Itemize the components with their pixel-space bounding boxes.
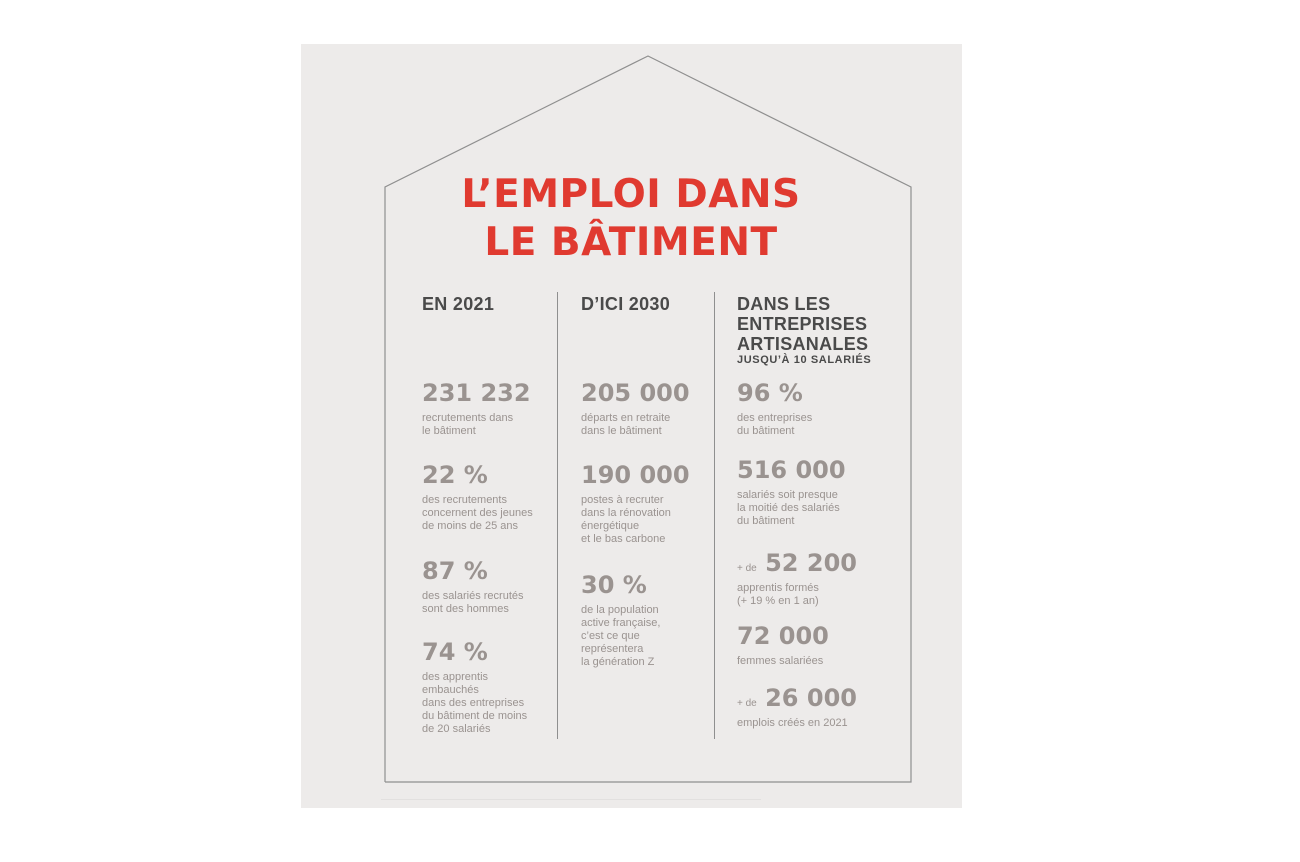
stat-item	[737, 550, 887, 608]
stat-value: 22 %	[422, 461, 488, 489]
stat-item	[737, 685, 887, 730]
stat-prefix: + de	[737, 563, 757, 574]
stat-value: 190 000	[581, 461, 690, 489]
column-2030	[581, 294, 706, 668]
stat-value: 205 000	[581, 379, 690, 407]
column-heading: EN 2021	[422, 294, 495, 314]
stat-item	[737, 623, 887, 668]
stat-description: recrutements dans le bâtiment	[422, 412, 514, 437]
stat-description: des apprentis embauchés dans des entreprises du bâtiment de moins de 20 salariés	[422, 671, 528, 735]
stat-description: salariés soit presque la moitié des salariés du bâtiment	[737, 489, 840, 527]
stat-item	[737, 380, 887, 438]
stat-value: 74 %	[422, 638, 488, 666]
stat-description: des salariés recrutés sont des hommes	[422, 590, 524, 615]
stat-description: femmes salariées	[737, 655, 824, 667]
column-artisanal	[737, 294, 897, 729]
stat-item	[422, 462, 572, 533]
stat-description: des recrutements concernent des jeunes de moins de 25 ans	[422, 494, 533, 532]
stat-value: 96 %	[737, 379, 803, 407]
stat-value: 231 232	[422, 379, 531, 407]
stat-description: des entreprises du bâtiment	[737, 412, 813, 437]
stat-item	[581, 572, 731, 669]
stat-item	[581, 462, 731, 546]
title-line-1: L’EMPLOI DANS	[461, 172, 801, 217]
stat-description: emplois créés en 2021	[737, 717, 848, 729]
stat-value: 516 000	[737, 456, 846, 484]
stat-description: de la population active française, c’est ce que représentera la génération Z	[581, 604, 661, 668]
title-line-2: LE BÂTIMENT	[484, 220, 778, 265]
stat-prefix: + de	[737, 698, 757, 709]
stat-value: 87 %	[422, 557, 488, 585]
column-heading: D’ICI 2030	[581, 294, 671, 314]
stat-item	[422, 380, 572, 438]
column-2021	[422, 294, 552, 735]
stat-value: + de 52 200	[737, 549, 857, 577]
stat-item	[737, 457, 887, 528]
stat-value: 72 000	[737, 622, 829, 650]
stat-item	[422, 558, 572, 616]
column-heading: DANS LES ENTREPRISES ARTISANALES	[737, 294, 869, 354]
infographic-panel	[301, 44, 962, 808]
stat-description: apprentis formés (+ 19 % en 1 an)	[737, 582, 819, 607]
stat-item	[422, 639, 572, 736]
footer-divider	[381, 799, 761, 800]
column-subheading: JUSQU’À 10 SALARIÉS	[737, 354, 872, 366]
infographic-title	[361, 171, 901, 267]
stat-item	[581, 380, 731, 438]
stat-description: départs en retraite dans le bâtiment	[581, 412, 671, 437]
stat-value: + de 26 000	[737, 684, 857, 712]
stat-description: postes à recruter dans la rénovation énergétique et le bas carbone	[581, 494, 671, 545]
stat-value: 30 %	[581, 571, 647, 599]
